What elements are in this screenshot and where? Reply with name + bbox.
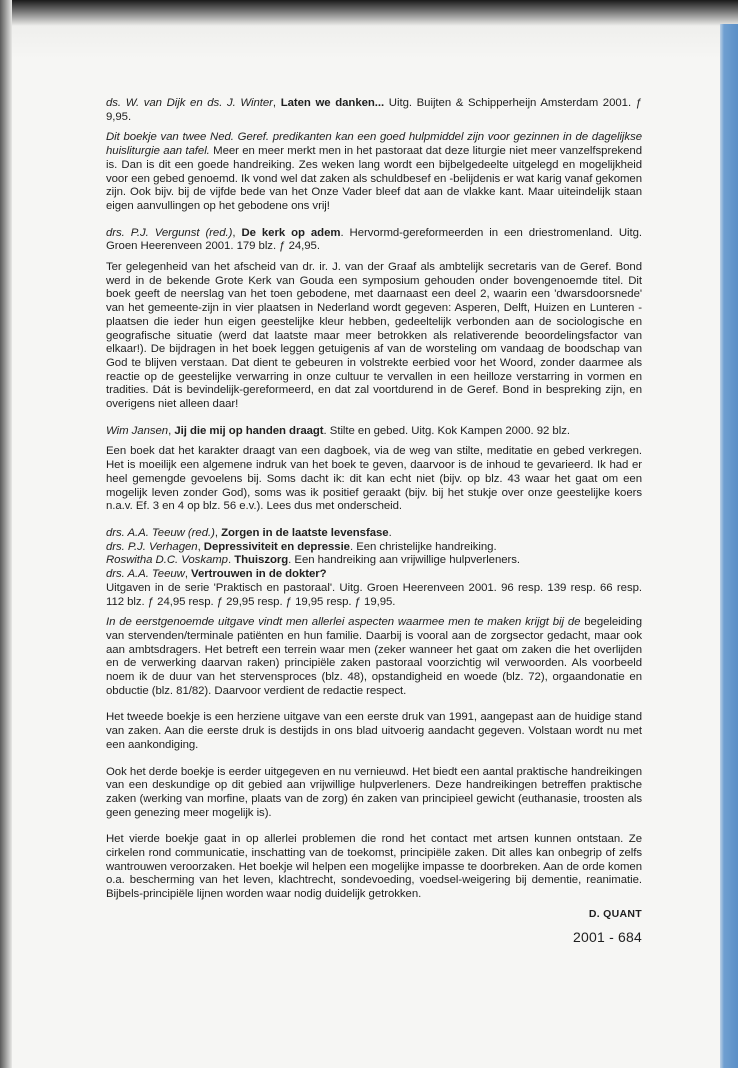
review-citation: Wim Jansen, Jij die mij op handen draagt. Stilte en gebed. Uitg. Kok Kampen 2000. 92 blz. — [106, 424, 570, 437]
series-author: drs. A.A. Teeuw (red.) — [106, 526, 215, 539]
series-author: drs. A.A. Teeuw — [106, 568, 185, 581]
page-number: 2001 - 684 — [573, 928, 642, 945]
series-title: Vertrouwen in de dokter? — [191, 568, 327, 581]
series-paragraph: Het tweede boekje is een herziene uitgave van een eerste druk van 1991, aangepast aan de huidige stand van zaken. Aan die eerste druk is destijds in ons blad uitvoerig aandacht gegeven. Volstaan wordt nu met een aankondiging. — [106, 711, 642, 751]
reviewer-signature: D. QUANT — [588, 907, 642, 920]
series-paragraph: Het vierde boekje gaat in op allerlei problemen die rond het contact met artsen kunnen ontstaan. Ze cirkelen rond communicatie, inschatting van de toekomst, principiële zaken. Dit alles kan onbegrip of zelfs wantrouwen veroorzaken. Het boekje wil helpen een mogelijke impasse te doorbreken. Aan de orde komen o.a. bescherming van het leven, klachtrecht, sondevoeding, voedsel-weigering bij dementie, reanimatie. Bijbels-principiële lijnen worden waar nodig duidelijk getrokken. — [106, 833, 642, 901]
review-body-text: Meer en meer merkt men in het pastoraat dat deze liturgie niet meer vanzelfsprekend is. Dan is dit een goede handreiking. Zes weken lang wordt een bijbelgedeelte uitgelegd en mogelijkheid voor een gebed genoemd. Ik vond wel dat zaken als schuldbesef en -belijdenis er wat karig vanaf gekomen zijn. Ook bijv. bij de vijfde bede van het Onze Vader bleef dat aan de vlakke kant. Maar uiteindelijk staan eigen aanvullingen op het gebodene ons vrij! — [106, 145, 642, 212]
review-publication: . Hervormd-gereformeerden in een driestromenland. Uitg. Groen Heerenveen 2001. 179 blz. ƒ 24,95. — [106, 226, 642, 253]
page-edge-shadow — [0, 0, 12, 1068]
review-citation: drs. P.J. Vergunst (red.), De kerk op adem. Hervormd-gereformeerden in een driestromenland. Uitg. Groen Heerenveen 2001. 179 blz. ƒ 24,95. — [106, 226, 642, 253]
series-entry: drs. A.A. Teeuw (red.), Zorgen in de laatste levensfase. — [106, 526, 392, 539]
series-entry: drs. P.J. Verhagen, Depressiviteit en depressie. Een christelijke handreiking. — [106, 540, 497, 553]
series-entry: Roswitha D.C. Voskamp. Thuiszorg. Een handreiking aan vrijwillige hulpverleners. — [106, 554, 521, 567]
review-author: Wim Jansen — [106, 424, 169, 437]
review-title: Laten we danken... — [280, 97, 385, 109]
review-body: Ter gelegenheid van het afscheid van dr. ir. J. van der Graaf als ambtelijk secretaris van de Geref. Bond werd in de bekende Grote Kerk van Gouda een symposium gehouden onder bovengenoemde titel. Dit boek geeft de neerslag van het toen gebodene, met daarnaast een deel 2, waarin een 'dwarsdoorsnede' van het gemeente-zijn in vier plaatsen in Nederland wordt gegeven: Asperen, Delft, Huizen en Lunteren - plaatsen die ieder hun eigen geestelijke kleur hebben, gedeeltelijk verbonden aan de sociologische en geografische situatie (werd dat laatste maar meer betrokken als relativerende beoordelingsfactor van elkaar!). De bijdragen in het boek leggen getuigenis af van de worsteling om vandaag de boodschap van God te blijven verstaan. Dat dient te gebeuren in volstrekte eerbied voor het Woord, zonder daarmee als reactie op de geestelijke verwarring in onze cultuur te vervallen in een heilloze verstarring in vormen en tradities. Dát is bevindelijk-gereformeerd, en dat zal voortdurend in de Geref. Bond in bespreking zijn, en overigens niet alleen daar! — [106, 261, 642, 411]
document-page — [106, 97, 642, 944]
series-author: drs. P.J. Verhagen — [106, 540, 198, 553]
review-author: drs. P.J. Vergunst (red.) — [106, 226, 233, 239]
series-publication: Uitgaven in de serie 'Praktisch en pastoraal'. Uitg. Groen Heerenveen 2001. 96 resp. 139 resp. 66 resp. 112 blz. ƒ 24,95 resp. ƒ 29,95 resp. ƒ 19,95 resp. ƒ 19,95. — [106, 581, 642, 608]
series-title: Depressiviteit en depressie — [203, 540, 350, 553]
review-title: De kerk op adem — [241, 226, 341, 239]
review-citation: ds. W. van Dijk en ds. J. Winter, Laten we danken... Uitg. Buijten & Schipperheijn Amsterdam 2001. ƒ 9,95. — [106, 97, 642, 123]
series-title: Zorgen in de laatste levensfase — [221, 526, 389, 539]
series-paragraph: In de eerstgenoemde uitgave vindt men allerlei aspecten waarmee men te maken krijgt bij de begeleiding van stervenden/terminale patiënten en hun familie. Daarbij is vooral aan de zorgsector gedacht, maar ook aan ambtsdragers. Het betreft een terrein waar men (zeker wanneer het gaat om zaken die het overlijden en de verwerking daarvan raken) principiële zaken pastoraal voorzichtig wil verwoorden. Als voorbeeld noem ik de duur van het stervensproces (blz. 48), opstandigheid en woede (blz. 72), orgaandonatie en obductie (blz. 81/82). Daarvoor verdient de redactie respect. — [106, 616, 642, 697]
series-paragraph: Ook het derde boekje is eerder uitgegeven en nu vernieuwd. Het biedt een aantal praktische handreikingen van een deskundige op dit gebied aan vrijwillige hulpverleners. Deze handreikingen betreffen praktische zaken (werking van morfine, plaats van de zorg) én zaken van principieel gewicht (euthanasie, troosten als geen genezing meer mogelijk is). — [106, 765, 642, 819]
series-author: Roswitha D.C. Voskamp — [106, 554, 228, 567]
series-title: Thuiszorg — [234, 554, 289, 567]
review-body: Een boek dat het karakter draagt van een dagboek, via de weg van stilte, meditatie en gebed verkregen. Het is moeilijk een algemene indruk van het boek te geven, daarvoor is de inhoud te gevarieerd. Ik had er heel gemengde gevoelens bij. Soms dacht ik: dit kan echt niet (bijv. op blz. 43 waar het gaat om een mogelijk leven zonder God), soms was ik positief geraakt (bijv. bij het stukje over onze geestelijke koers n.a.v. Ef. 3 en 4 op blz. 56 e.v.). Lees dus met onderscheid. — [106, 445, 642, 513]
review-title: Jij die mij op handen draagt — [174, 424, 324, 437]
review-body-italic: Dit boekje van twee Ned. Geref. predikanten kan een goed hulpmiddel zijn voor gezinnen in de dagelijkse huisliturgie aan tafel. — [106, 131, 642, 158]
review-author: ds. W. van Dijk en ds. J. Winter — [106, 97, 273, 109]
review-publication: Uitg. Buijten & Schipperheijn Amsterdam 2001. ƒ 9,95. — [106, 97, 642, 123]
review-publication: . Stilte en gebed. Uitg. Kok Kampen 2000. 92 blz. — [323, 424, 570, 437]
review-body — [106, 131, 642, 213]
series-entry: drs. A.A. Teeuw, Vertrouwen in de dokter? — [106, 568, 327, 581]
binding-strip — [720, 24, 738, 1068]
